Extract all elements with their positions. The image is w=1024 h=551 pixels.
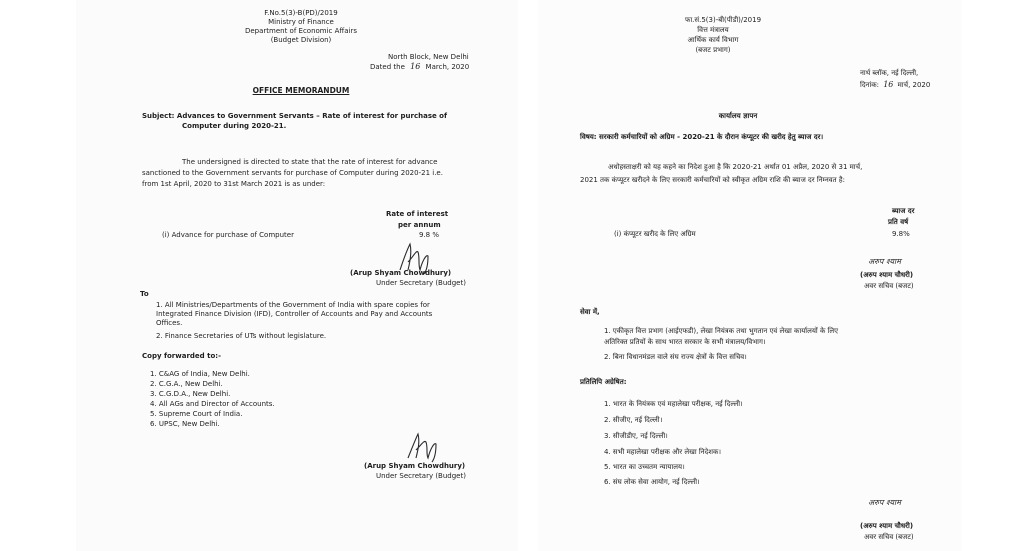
signature-image-2: अरुप श्याम xyxy=(868,498,901,507)
item-label: (i) कंप्यूटर खरीद के लिए अग्रिम xyxy=(614,230,696,238)
copy-forwarded-label: प्रतिलिपि अग्रेषित: xyxy=(580,378,627,386)
signatory-name-2: (अरुप श्याम चौधरी) xyxy=(860,522,914,530)
body-line-1: The undersigned is directed to state that the rate of interest for advance xyxy=(182,158,438,166)
signatory-designation-2: Under Secretary (Budget) xyxy=(376,472,466,480)
department-name: Department of Economic Affairs xyxy=(244,27,358,35)
file-number: F.No.5(3)-B(PD)/2019 xyxy=(264,9,338,17)
ministry-name: वित्त मंत्रालय xyxy=(697,26,729,34)
memo-heading: कार्यालय ज्ञापन xyxy=(718,112,758,120)
rate-value: 9.8 % xyxy=(419,231,440,239)
signatory-designation: अवर सचिव (बजट) xyxy=(864,282,914,290)
date-line: Dated the 16 March, 2020 xyxy=(370,62,470,71)
copy-item: 6. संघ लोक सेवा आयोग, नई दिल्ली। xyxy=(604,478,700,486)
rate-value: 9.8% xyxy=(892,230,910,238)
rate-heading-1: Rate of interest xyxy=(386,210,449,218)
signature-image: अरुप श्याम xyxy=(868,257,901,266)
english-memo-page xyxy=(76,0,518,551)
copy-item: 1. भारत के नियंत्रक एवं महालेखा परीक्षक, नई दिल्ली। xyxy=(604,400,743,408)
to-label: सेवा में, xyxy=(580,308,600,316)
to-item: 1. एकीकृत वित्त प्रभाग (आईएफडी), लेखा नियंत्रक तथा भुगतान एवं लेखा कार्यालयों के लिए xyxy=(604,327,838,335)
copy-item: 4. सभी महालेखा परीक्षक और लेखा निदेशक। xyxy=(604,448,722,456)
copy-item: 3. C.G.D.A., New Delhi. xyxy=(150,390,231,398)
body-line-3: from 1st April, 2020 to 31st March 2021 is as under: xyxy=(142,180,326,188)
body-line-1: अधोहस्ताक्षरी को यह कहने का निदेश हुआ है कि 2020-21 अर्थात 01 अप्रैल, 2020 से 31 मार्च, xyxy=(608,163,863,171)
date-line: दिनांक: 16 मार्च, 2020 xyxy=(860,80,931,89)
division-name: (Budget Division) xyxy=(270,36,332,44)
file-number: फा.सं.5(3)-बी(पीडी)/2019 xyxy=(684,16,762,24)
copy-item: 5. भारत का उच्चतम न्यायालय। xyxy=(604,463,685,471)
rate-heading-2: प्रति वर्ष xyxy=(888,218,909,226)
to-item: Integrated Finance Division (IFD), Controller of Accounts and Pay and Accounts xyxy=(156,310,433,318)
department-name: आर्थिक कार्य विभाग xyxy=(687,36,739,44)
signatory-designation: Under Secretary (Budget) xyxy=(376,279,466,287)
ministry-name: Ministry of Finance xyxy=(268,18,334,26)
signatory-name-2: (Arup Shyam Chowdhury) xyxy=(364,462,466,470)
copy-item: 3. सीजीडीए, नई दिल्ली। xyxy=(604,432,668,440)
copy-item: 1. C&AG of India, New Delhi. xyxy=(150,370,250,378)
to-item: 1. All Ministries/Departments of the Government of India with spare copies for xyxy=(156,301,430,309)
place: नार्थ ब्लॉक, नई दिल्ली, xyxy=(860,69,919,77)
subject-line: विषय: सरकारी कर्मचारियों को अग्रिम - 2020-21 के दौरान कंप्यूटर की खरीद हेतु ब्याज दर। xyxy=(580,133,824,141)
copy-item: 2. सीजीए, नई दिल्ली। xyxy=(604,416,663,424)
body-line-2: sanctioned to the Government servants for purchase of Computer during 2020-21 i.e. xyxy=(142,169,443,177)
copy-forwarded-label: Copy forwarded to:- xyxy=(142,352,221,360)
to-item: Offices. xyxy=(156,319,183,327)
signatory-designation-2: अवर सचिव (बजट) xyxy=(864,533,914,541)
handwritten-day: 16 xyxy=(410,62,421,71)
memo-heading: OFFICE MEMORANDUM xyxy=(252,86,350,95)
to-item: अतिरिक्त प्रतियों के साथ भारत सरकार के सभी मंत्रालय/विभाग। xyxy=(604,338,766,346)
rate-heading-2: per annum xyxy=(398,221,441,229)
signature-image-2 xyxy=(402,428,446,464)
item-label: (i) Advance for purchase of Computer xyxy=(162,231,294,239)
place: North Block, New Delhi xyxy=(388,53,469,61)
to-item: 2. बिना विधानमंडल वाले संघ राज्य क्षेत्रों के वित्त सचिव। xyxy=(604,353,747,361)
subject-line-1: Subject: Advances to Government Servants – Rate of interest for purchase of xyxy=(142,112,448,120)
copy-item: 4. All AGs and Director of Accounts. xyxy=(150,400,275,408)
rate-heading-1: ब्याज दर xyxy=(892,207,915,215)
copy-item: 5. Supreme Court of India. xyxy=(150,410,243,418)
signatory-name: (Arup Shyam Chowdhury) xyxy=(350,269,452,277)
to-label: To xyxy=(140,290,149,298)
hindi-memo-page xyxy=(538,0,962,551)
copy-item: 6. UPSC, New Delhi. xyxy=(150,420,220,428)
body-line-2: 2021 तक कंप्यूटर खरीदने के लिए सरकारी कर्मचारियों को स्वीकृत अग्रिम राशि की ब्याज दर निम्नवत है: xyxy=(580,176,845,184)
signatory-name: (अरुप श्याम चौधरी) xyxy=(860,271,914,279)
subject-line-2: Computer during 2020-21. xyxy=(182,122,287,130)
division-name: (बजट प्रभाग) xyxy=(695,46,731,54)
to-item: 2. Finance Secretaries of UTs without legislature. xyxy=(156,332,327,340)
handwritten-day: 16 xyxy=(883,80,894,89)
copy-item: 2. C.G.A., New Delhi. xyxy=(150,380,223,388)
